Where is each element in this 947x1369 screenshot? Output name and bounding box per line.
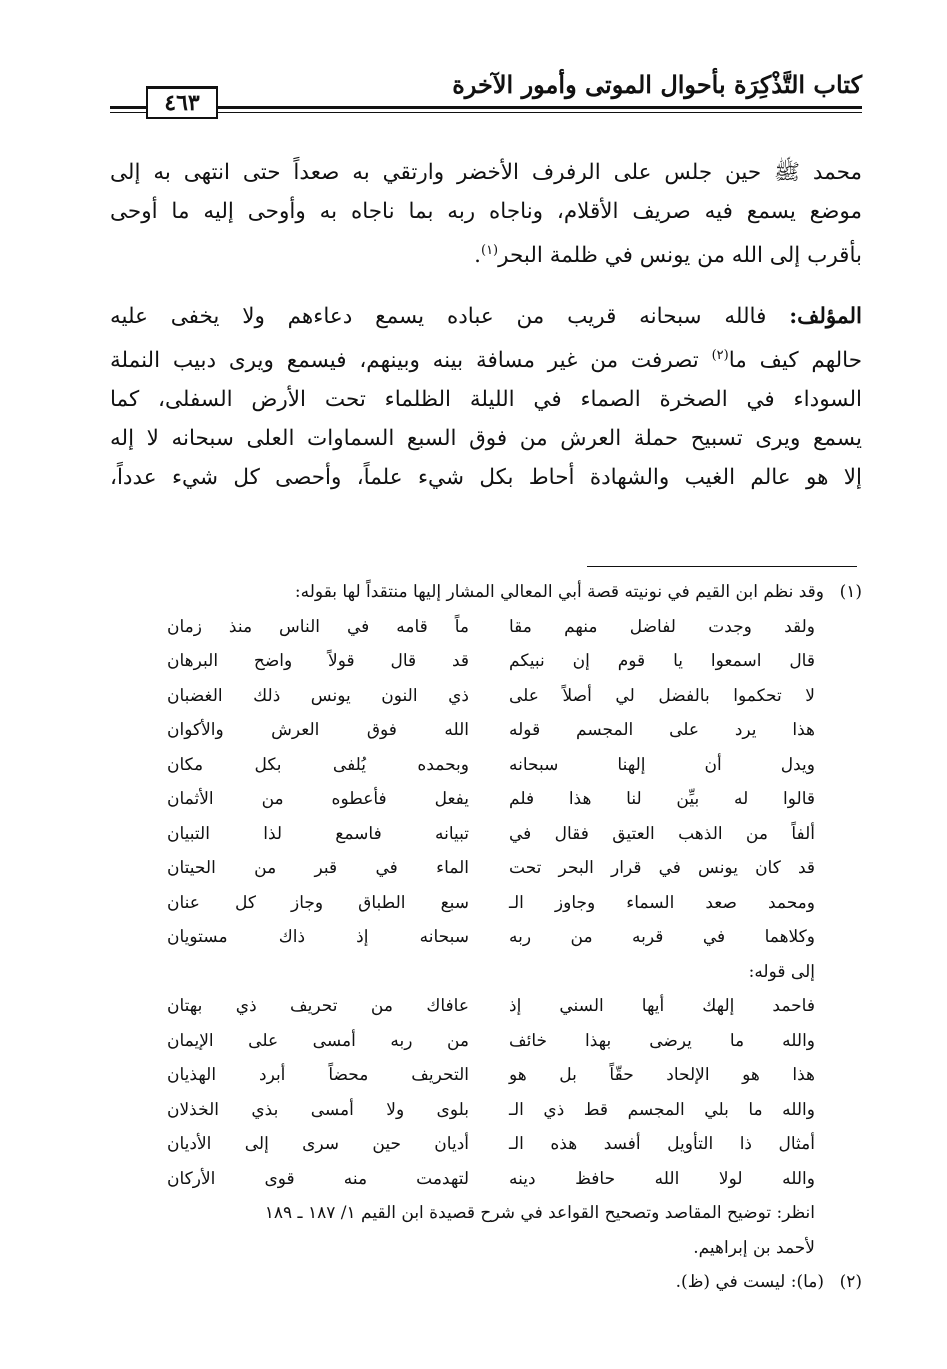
header-rule-thick xyxy=(110,106,862,109)
hemistich-first: قد كان يونس في قرار البحر تحت xyxy=(509,858,815,878)
text-line: محمد ﷺ حين جلس على الرفرف الأخضر وارتقي به صعداً حتى انتهى به إلى xyxy=(110,160,862,185)
verse-row xyxy=(110,1162,862,1197)
footnote-marker-2: (٢) xyxy=(839,1272,862,1292)
hemistich-second: الماء في قبر من الحيتان xyxy=(167,858,469,878)
hemistich-first: والله ما يرضى بهذا خائف xyxy=(509,1030,815,1051)
verse-row xyxy=(110,1093,862,1128)
hemistich-first: ومحمد صعد السماء وجاوز الـ xyxy=(509,892,815,913)
hemistich-second: التحريف محضاً أبرد الهذيان xyxy=(167,1065,469,1085)
verse-row xyxy=(110,989,862,1024)
paragraph-author xyxy=(110,297,862,497)
paragraph-hadith xyxy=(110,153,862,231)
verse-row xyxy=(110,1024,862,1059)
footnote-1-intro xyxy=(110,575,862,610)
text-line: إلا هو عالم الغيب والشهادة أحاط بكل شيء علماً، وأحصى كل شيء عدداً، xyxy=(110,465,862,491)
footnote-text: وقد نظم ابن القيم في نونيته قصة أبي المعالي المشار إليها منتقداً لها بقوله: xyxy=(294,582,824,602)
footnote-ref-1[interactable]: (١) xyxy=(480,243,499,258)
verse-row xyxy=(110,679,862,714)
verse-row xyxy=(110,851,862,886)
verse-row xyxy=(110,748,862,783)
hemistich-second: الله فوق العرش والأكوان xyxy=(167,720,469,740)
footnote-marker-1: (١) xyxy=(839,582,862,602)
hemistich-second: يفعل فأعطوه من الأثمان xyxy=(167,789,469,809)
footnote-2 xyxy=(110,1265,862,1300)
hemistich-first: فاحمد إلهك أيها السني إذ xyxy=(509,996,815,1016)
hemistich-first: أمثال ذا التأويل أفسد هذه الـ xyxy=(509,1134,815,1154)
hemistich-second: تبيانه فاسمع لذا التبيان xyxy=(167,823,469,844)
verse-row xyxy=(110,886,862,921)
text-line: موضع يسمع فيه صريف الأقلام، وناجاه ربه بما ناجاه به وأوحى إليه ما أوحى xyxy=(110,199,862,224)
hemistich-second: من ربه أمسى على الإيمان xyxy=(167,1030,469,1051)
hemistich-second: بلوى ولا أمسى بذي الخذلان xyxy=(167,1099,469,1120)
verse-row xyxy=(110,1127,862,1162)
header-rule-thin xyxy=(110,112,862,113)
hemistich-first: ألفاً من الذهب العتيق فقال في xyxy=(509,823,815,844)
poem-block-1 xyxy=(110,610,862,955)
page-header xyxy=(110,66,862,116)
paragraph-gap xyxy=(110,275,862,297)
page-number: ٤٦٣ xyxy=(146,86,218,119)
verse-row xyxy=(110,782,862,817)
footnote-text: (ما): ليست في (ظ). xyxy=(675,1272,824,1292)
hemistich-first: قال اسمعوا يا قوم إن نبيكم xyxy=(509,651,815,671)
hemistich-first: ولقد وجدت لفاضل منهم مقا xyxy=(509,616,815,637)
hemistich-first: قالوا له بيِّن لنا هذا فلم xyxy=(509,789,815,809)
hemistich-second: ذي النون يونس ذلك الغضبان xyxy=(167,685,469,706)
text-line: يسمع ويرى تسبيح حملة العرش من فوق السبع السماوات العلى سبحانه لا إله xyxy=(110,426,862,452)
poem-block-2 xyxy=(110,989,862,1196)
running-head-title: كتاب التَّذْكِرَة بأحوال الموتى وأمور الآخرة xyxy=(452,70,862,99)
text-line: بأقرب إلى الله من يونس في ظلمة البحر xyxy=(498,243,862,269)
hemistich-first: وكلاهما في قربه من ربه xyxy=(509,927,815,947)
verse-row xyxy=(110,644,862,679)
hemistich-first: هذا يرد على المجسم قوله xyxy=(509,720,815,740)
author-label: المؤلف: xyxy=(789,304,862,330)
hemistich-first: والله ما بلي المجسم قط ذي الـ xyxy=(509,1099,815,1120)
main-text xyxy=(110,153,862,497)
verse-row xyxy=(110,1058,862,1093)
footnote-ref-2[interactable]: (٢) xyxy=(711,348,729,364)
hemistich-second: سبحانه إذ ذاك مستويان xyxy=(167,927,469,947)
hemistich-second: ماً قامه في الناس منذ زمان xyxy=(167,616,469,637)
hemistich-second: سبع الطباق وجاز كل عنان xyxy=(167,892,469,913)
footnotes xyxy=(110,575,862,1300)
hemistich-second: لتهدمت منه قوى الأركان xyxy=(167,1168,469,1189)
hemistich-first: هذا هو الإلحاد حقّاً بل هو xyxy=(509,1065,815,1085)
hemistich-first: والله لولا الله حافظ دينه xyxy=(509,1168,815,1189)
paragraph-hadith-end xyxy=(110,231,862,275)
hemistich-second: أديان حين سرى إلى الأديان xyxy=(167,1134,469,1154)
poem-transition: إلى قوله: xyxy=(748,961,815,982)
text-line: حالهم كيف ما xyxy=(728,348,863,374)
hemistich-second: عافاك من تحريف ذي بهتان xyxy=(167,996,469,1016)
verse-row xyxy=(110,817,862,852)
footnote-source-cont: لأحمد بن إبراهيم. xyxy=(693,1237,815,1258)
verse-row xyxy=(110,713,862,748)
hemistich-first: لا تحكموا بالفضل لي أصلاً على xyxy=(509,685,815,706)
punctuation: . xyxy=(474,243,481,269)
text-line: تصرفت من غير مسافة بينه وبينهم، فيسمع ويرى دبيب النملة xyxy=(110,348,712,374)
hemistich-first: ويدل أن إلهنا سبحانه xyxy=(509,754,815,775)
verse-row xyxy=(110,610,862,645)
verse-row xyxy=(110,920,862,955)
footnote-separator xyxy=(587,566,857,567)
footnote-source: انظر: توضيح المقاصد وتصحيح القواعد في شرح قصيدة ابن القيم ١/ ١٨٧ ـ ١٨٩ xyxy=(264,1203,815,1223)
hemistich-second: وبحمده يُلفى بكل مكان xyxy=(167,754,469,775)
hemistich-second: قد قال قولاً واضح البرهان xyxy=(167,651,469,671)
text-line: فالله سبحانه قريب من عباده يسمع دعاءهم ولا يخفى عليه xyxy=(110,304,790,330)
text-line: السوداء في الصخرة الصماء في الليلة الظلماء تحت الأرض السفلى، كما xyxy=(110,387,862,413)
